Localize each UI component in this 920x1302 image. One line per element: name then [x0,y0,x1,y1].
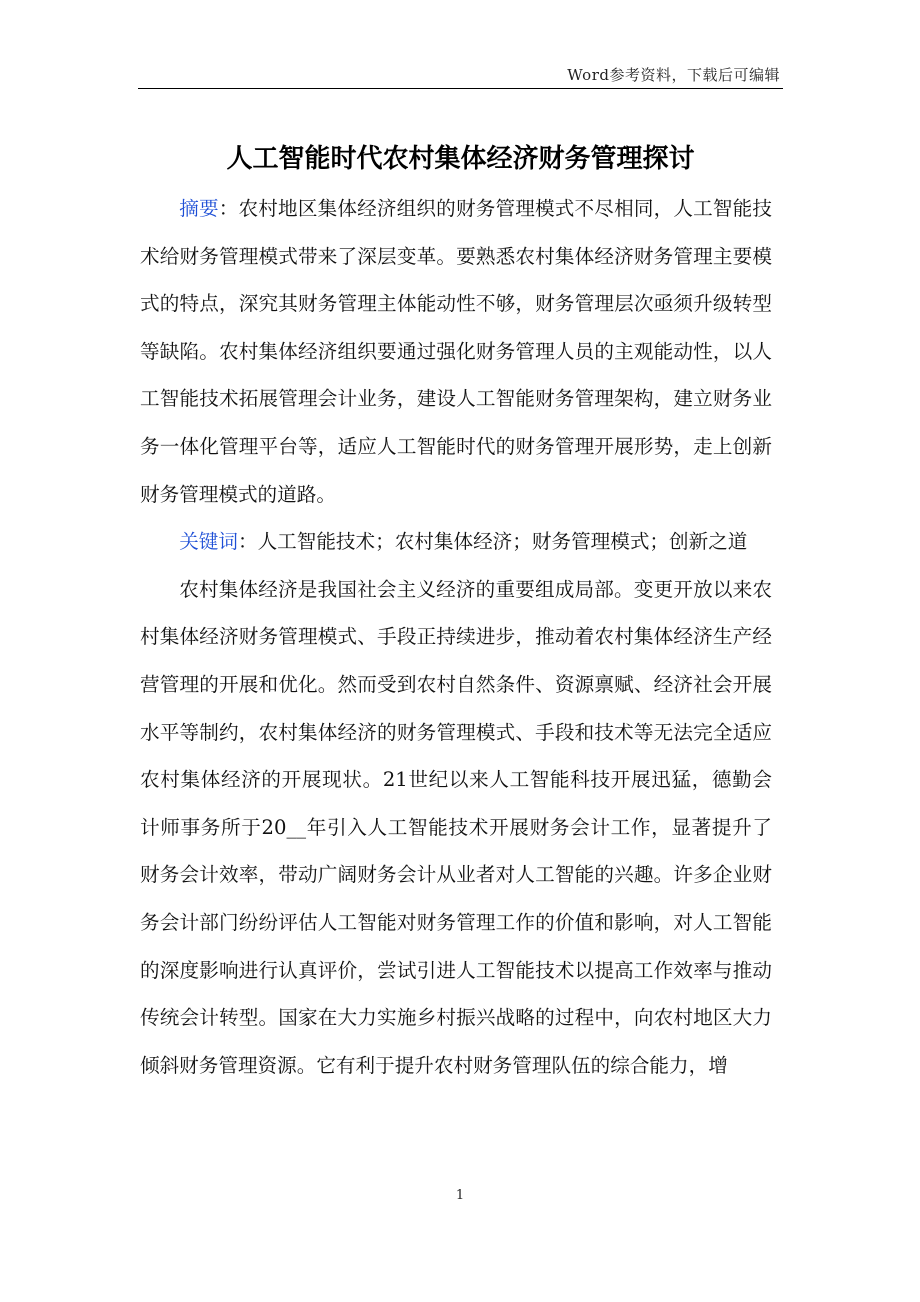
keywords-text: 人工智能技术；农村集体经济；财务管理模式；创新之道 [257,530,748,554]
page-number: 1 [455,1188,465,1203]
abstract-text: 农村地区集体经济组织的财务管理模式不尽相同，人工智能技术给财务管理模式带来了深层变革。要熟悉农村集体经济财务管理主要模式的特点，深究其财务管理主体能动性不够，财务管理层次亟须升级转型等缺陷。农村集体经济组织要通过强化财务管理人员的主观能动性，以人工智能技术拓展管理会计业务，建设人工智能财务管理架构，建立财务业务一体化管理平台等，适应人工智能时代的财务管理开展形势，走上创新财务管理模式的道路。 [140,197,773,506]
abstract-paragraph [140,185,772,518]
header-note: Word参考资料，下载后可编辑 [567,66,780,84]
keywords-paragraph [140,518,772,566]
body-paragraph: 农村集体经济是我国社会主义经济的重要组成局部。变更开放以来农村集体经济财务管理模式、手段正持续进步，推动着农村集体经济生产经营管理的开展和优化。然而受到农村自然条件、资源禀赋、经济社会开展水平等制约，农村集体经济的财务管理模式、手段和技术等无法完全适应农村集体经济的开展现状。21世纪以来人工智能科技开展迅猛，德勤会计师事务所于20__年引入人工智能技术开展财务会计工作，显著提升了财务会计效率，带动广阔财务会计从业者对人工智能的兴趣。许多企业财务会计部门纷纷评估人工智能对财务管理工作的价值和影响，对人工智能的深度影响进行认真评价，尝试引进人工智能技术以提高工作效率与推动传统会计转型。国家在大力实施乡村振兴战略的过程中，向农村地区大力倾斜财务管理资源。它有利于提升农村财务管理队伍的综合能力，增 [140,577,772,1077]
header-divider [138,88,783,89]
document-body [140,185,772,1089]
keywords-label: 关键词 [179,530,238,554]
abstract-label: 摘要 [179,197,219,220]
abstract-separator: ： [218,197,239,220]
document-title: 人工智能时代农村集体经济财务管理探讨 [226,144,695,174]
keywords-separator: ： [237,530,258,554]
